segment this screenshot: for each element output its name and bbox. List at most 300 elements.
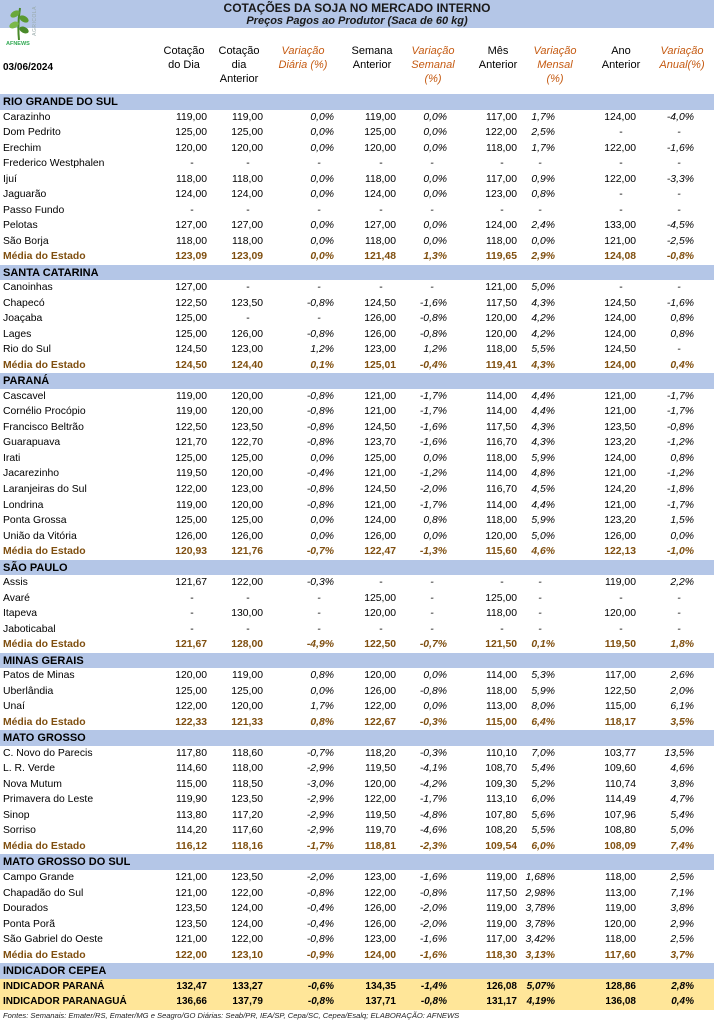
cell-col-1: 119,00 [175,111,207,123]
city-row [0,684,714,700]
cell-col-3: 0,0% [310,685,334,697]
cell-col-4: 120,00 [364,608,396,620]
city-row [0,311,714,327]
cell-col-4: 126,00 [364,313,396,325]
row-label: Pelotas [3,220,38,232]
cell-col-8: 118,00 [604,934,636,946]
cell-col-4: 122,67 [364,716,396,728]
column-header-line: Variação [411,45,455,57]
city-row [0,420,714,436]
cell-col-9: -1,7% [666,406,694,418]
cell-col-3: -4,9% [306,639,334,651]
state-name: PARANÁ [3,375,50,388]
cell-col-7: 2,98% [525,887,555,899]
cell-col-6: 115,00 [485,716,517,728]
cell-col-3: -0,7% [306,747,334,759]
cell-col-6: 118,30 [485,949,517,961]
cell-col-2: 122,00 [231,934,263,946]
cell-col-9: -1,8% [666,484,694,495]
cell-col-2: 121,76 [231,546,263,558]
cell-col-7: 4,3% [531,297,555,309]
state-section-row [0,854,714,870]
cell-col-4: 120,00 [364,142,396,154]
cell-col-5: 0,0% [423,452,447,464]
cell-col-6: 117,50 [485,297,517,309]
cell-col-5: -0,8% [419,313,447,325]
cell-col-5: -2,0% [419,903,447,915]
cell-col-9: 2,0% [670,685,694,697]
row-label: Média do Estado [3,639,86,651]
city-row [0,901,714,917]
cell-col-9: -4,5% [666,220,694,232]
cell-col-9: 0,8% [670,313,694,325]
row-label: Média do Estado [3,716,86,728]
cell-col-2: 122,70 [231,437,263,449]
column-header-line: Variação [533,45,577,57]
cell-col-5: 0,8% [423,515,447,527]
cell-col-7: 6,0% [531,840,555,852]
row-label: Sinop [3,809,30,821]
column-header-line: Diária (%) [278,59,328,71]
column-header-1 [155,44,213,72]
logo-name: AFNEWS [6,41,30,47]
cell-col-6: 119,00 [485,872,517,883]
cell-col-6: 118,00 [485,344,517,356]
cell-col-5: -1,6% [419,949,447,961]
cell-col-3: 0,0% [310,142,334,154]
city-row [0,792,714,808]
cell-col-3: -0,8% [306,934,334,946]
cell-col-2: 118,00 [231,173,263,185]
cell-col-6: 113,10 [485,794,517,806]
cell-col-7: - [538,608,542,620]
cell-col-3: -0,4% [306,903,334,915]
cell-col-1: 122,33 [175,716,207,728]
row-label: Ponta Porã [3,918,55,930]
row-label: Média do Estado [3,840,86,852]
column-header-8 [592,44,650,72]
row-label: Média do Estado [3,359,86,371]
cell-col-4: 124,50 [364,297,396,309]
cell-col-7: 2,9% [531,251,555,263]
cell-col-5: -0,8% [419,887,447,899]
row-label: Assis [3,577,28,589]
cell-col-9: -0,8% [666,251,694,263]
cell-col-3: -0,6% [307,980,334,992]
cell-col-9: - [677,204,681,216]
city-row [0,622,714,638]
cell-col-2: 120,00 [231,406,263,418]
cell-col-3: - [317,623,321,635]
cell-col-5: 0,0% [423,220,447,232]
column-header-line: (%) [424,73,442,85]
cell-col-7: 1,7% [531,111,555,123]
row-label: Irati [3,452,21,464]
column-header-2 [210,44,268,86]
cell-col-3: -0,8% [306,297,334,309]
cell-col-5: -1,6% [419,437,447,449]
cell-col-1: 123,09 [175,251,207,263]
cell-col-4: 119,50 [364,763,396,775]
cell-col-4: 122,50 [364,639,396,651]
cell-col-8: 119,50 [604,639,636,651]
cell-col-5: 0,0% [423,701,447,713]
cell-col-3: -2,0% [306,872,334,883]
city-row [0,606,714,622]
cell-col-2: 118,16 [231,840,263,852]
cell-col-1: - [190,608,194,620]
cell-col-1: 120,93 [175,546,207,558]
state-average-row [0,637,714,653]
cell-col-6: 126,08 [486,980,517,992]
cell-col-8: - [619,204,623,216]
state-section-row [0,265,714,281]
cell-col-8: 113,00 [604,887,636,899]
cell-col-2: 122,00 [231,887,263,899]
cell-col-7: 2,5% [531,127,555,139]
cell-col-2: 120,00 [231,142,263,154]
cell-col-6: 117,00 [485,173,517,185]
cell-col-7: 5,9% [531,452,555,464]
cell-col-1: 119,00 [175,390,207,402]
cell-col-8: 122,13 [604,546,636,558]
cell-col-9: 5,0% [670,825,694,837]
row-label: Cascavel [3,390,46,402]
cell-col-3: -0,8% [306,328,334,340]
cell-col-3: - [317,608,321,620]
cell-col-2: 126,00 [231,328,263,340]
cell-col-7: 6,0% [531,794,555,806]
cell-col-4: 126,00 [364,685,396,697]
cell-col-2: 122,00 [231,577,263,589]
cell-col-1: 117,80 [175,747,207,759]
cell-col-1: - [190,623,194,635]
cell-col-8: 122,00 [604,142,636,154]
row-label: Canoinhas [3,282,53,294]
cell-col-1: 113,80 [175,809,207,821]
row-label: Cornélio Procópio [3,406,86,418]
city-row [0,513,714,529]
cell-col-9: 7,1% [670,887,694,899]
cell-col-9: - [677,127,681,139]
cell-col-2: 133,27 [232,980,263,992]
cell-col-7: 5,5% [531,344,555,356]
cell-col-5: - [430,282,434,294]
city-row [0,529,714,545]
cell-col-5: -1,7% [419,406,447,418]
cell-col-8: - [619,127,623,139]
column-header-line: Ano [611,45,631,57]
cell-col-1: 121,00 [175,934,207,946]
cell-col-5: -1,6% [419,297,447,309]
city-row [0,156,714,172]
quote-date: 03/06/2024 [3,62,54,73]
city-row [0,823,714,839]
cell-col-1: 121,00 [175,872,207,883]
cell-col-8: 115,00 [604,701,636,713]
cell-col-1: 125,00 [175,127,207,139]
cell-col-1: 125,00 [175,452,207,464]
cell-col-2: 125,00 [231,127,263,139]
cell-col-7: 4,5% [531,484,555,495]
cell-col-2: 120,00 [231,390,263,402]
row-label: Erechim [3,142,42,154]
row-label: Média do Estado [3,949,86,961]
cell-col-7: - [538,204,542,216]
cell-col-2: 128,00 [231,639,263,651]
state-name: MATO GROSSO DO SUL [3,856,131,869]
city-row [0,451,714,467]
cell-col-8: 136,08 [605,996,636,1008]
cell-col-6: 113,00 [485,701,517,713]
cell-col-6: 115,60 [485,546,517,558]
cell-col-1: 118,00 [175,235,207,247]
cell-col-7: 3,78% [525,903,555,915]
cell-col-3: -0,8% [307,996,334,1008]
cell-col-2: 125,00 [231,685,263,697]
cell-col-2: 123,50 [231,421,263,433]
cell-col-5: 0,0% [423,189,447,201]
cell-col-4: - [379,577,383,589]
cell-col-2: - [246,623,250,635]
cell-col-7: 5,0% [531,282,555,294]
cell-col-7: 7,0% [531,747,555,759]
cell-col-7: 3,78% [525,918,555,930]
cell-col-8: 108,80 [604,825,636,837]
cell-col-9: -1,6% [666,142,694,154]
cell-col-4: 126,00 [364,903,396,915]
cell-col-1: 119,50 [175,468,207,480]
cell-col-5: -0,8% [419,328,447,340]
city-row [0,125,714,141]
cell-col-9: 2,8% [671,980,694,992]
cell-col-1: 125,00 [175,685,207,697]
cell-col-8: 123,50 [604,421,636,433]
cell-col-4: 123,70 [364,437,396,449]
cell-col-9: 3,7% [670,949,694,961]
cell-col-1: 119,00 [175,499,207,511]
cell-col-9: -2,5% [666,235,694,247]
cell-col-5: - [430,608,434,620]
cell-col-8: 109,60 [604,763,636,775]
row-label: Frederico Westphalen [3,158,105,170]
cell-col-5: -2,0% [419,484,447,495]
cell-col-9: 2,6% [670,670,694,682]
cell-col-5: -2,3% [419,840,447,852]
cell-col-5: - [430,623,434,635]
cell-col-8: 123,20 [604,437,636,449]
cell-col-7: 4,4% [531,406,555,418]
cell-col-8: 110,74 [604,778,636,790]
column-header-line: Anterior [601,59,641,71]
city-row [0,761,714,777]
cell-col-1: 125,00 [175,313,207,325]
row-label: Nova Mutum [3,778,62,790]
cell-col-9: - [677,608,681,620]
cell-col-7: 4,2% [531,313,555,325]
cell-col-6: 118,00 [485,515,517,527]
cell-col-3: 0,0% [310,530,334,542]
cell-col-2: 123,50 [231,872,263,883]
row-label: União da Vitória [3,530,77,542]
row-label: Passo Fundo [3,204,65,216]
row-label: Dourados [3,903,49,915]
cell-col-4: 124,00 [364,515,396,527]
cell-col-8: 114,49 [604,794,636,806]
cell-col-6: 119,00 [485,903,517,915]
cell-col-4: 120,00 [364,670,396,682]
state-section-row [0,560,714,576]
column-header-line: Anual(%) [659,59,705,71]
city-row [0,777,714,793]
city-row [0,141,714,157]
row-label: Carazinho [3,111,51,123]
cell-col-4: 119,50 [364,809,396,821]
cell-col-6: 107,80 [485,809,517,821]
row-label: Joaçaba [3,313,43,325]
cell-col-8: 124,50 [604,297,636,309]
cell-col-1: 136,66 [176,996,207,1008]
cell-col-2: 124,00 [231,918,263,930]
cell-col-9: - [677,282,681,294]
row-label: Dom Pedrito [3,127,61,139]
cell-col-5: -4,8% [419,809,447,821]
cell-col-6: 114,00 [485,468,517,480]
cell-col-3: -0,4% [306,918,334,930]
cell-col-5: -1,4% [420,980,447,992]
cell-col-3: -0,8% [306,887,334,899]
state-section-row [0,373,714,389]
cell-col-3: 0,0% [310,111,334,123]
city-row [0,218,714,234]
city-row [0,482,714,498]
cell-col-4: - [379,623,383,635]
cell-col-6: 119,65 [485,251,517,263]
city-row [0,591,714,607]
cell-col-1: 115,00 [175,778,207,790]
cell-col-5: 0,0% [423,530,447,542]
cell-col-9: 3,8% [670,778,694,790]
cell-col-9: 1,8% [670,639,694,651]
city-row [0,917,714,933]
cell-col-6: 118,00 [485,608,517,620]
cell-col-7: 5,9% [531,515,555,527]
cell-col-8: 118,00 [604,872,636,883]
cell-col-6: 109,54 [485,840,517,852]
cell-col-4: 121,00 [364,499,396,511]
cell-col-1: 121,00 [175,887,207,899]
column-header-line: Variação [281,45,325,57]
cell-col-3: -0,8% [306,390,334,402]
column-header-line: Mês [487,45,509,57]
cell-col-1: 122,00 [175,949,207,961]
cell-col-5: 0,0% [423,111,447,123]
cell-col-9: -0,8% [666,421,694,433]
row-label: Campo Grande [3,872,75,883]
column-header-line: Semana [351,45,393,57]
cell-col-9: -1,6% [666,297,694,309]
cell-col-9: 3,5% [670,716,694,728]
cell-col-4: 126,00 [364,530,396,542]
cell-col-3: -2,9% [306,809,334,821]
cell-col-2: 118,00 [231,763,263,775]
cell-col-2: 137,79 [232,996,263,1008]
cell-col-2: 124,00 [231,903,263,915]
row-label: Ponta Grossa [3,515,67,527]
cell-col-9: - [677,158,681,170]
cell-col-6: 118,00 [485,142,517,154]
cell-col-1: 124,00 [175,189,207,201]
cell-col-7: - [538,623,542,635]
cell-col-7: 5,2% [531,778,555,790]
cell-col-8: 124,00 [604,313,636,325]
cell-col-2: 121,33 [231,716,263,728]
cell-col-8: - [619,623,623,635]
city-row [0,870,714,886]
cell-col-4: 118,81 [364,840,396,852]
row-label: Laranjeiras do Sul [3,484,87,495]
cell-col-6: - [500,204,504,216]
row-label: Chapecó [3,297,45,309]
cell-col-8: - [619,592,623,604]
cell-col-9: 0,0% [670,530,694,542]
row-label: Média do Estado [3,251,86,263]
city-row [0,668,714,684]
city-row [0,932,714,948]
cell-col-4: 134,35 [365,980,396,992]
cell-col-2: 117,20 [231,809,263,821]
cell-col-7: 4,4% [531,499,555,511]
cell-col-8: - [619,282,623,294]
row-label: Ijuí [3,173,17,185]
cell-col-1: 123,50 [175,903,207,915]
cell-col-8: 107,96 [604,809,636,821]
cell-col-5: -0,3% [419,747,447,759]
cell-col-9: 5,4% [670,809,694,821]
cell-col-6: 118,00 [485,685,517,697]
cell-col-2: 124,00 [231,189,263,201]
cell-col-2: 120,00 [231,468,263,480]
cell-col-2: - [246,204,250,216]
cell-col-2: 119,00 [231,670,263,682]
cell-col-5: -0,4% [419,359,447,371]
logo-vertical-text: AGRICOLA [32,6,38,36]
row-label: C. Novo do Parecis [3,747,93,759]
row-label: Patos de Minas [3,670,75,682]
cell-col-4: 125,00 [364,592,396,604]
cell-col-8: 120,00 [604,918,636,930]
cell-col-1: 114,60 [175,763,207,775]
cell-col-3: -1,7% [306,840,334,852]
cell-col-4: 122,47 [364,546,396,558]
city-row [0,389,714,405]
cell-col-6: 125,00 [485,592,517,604]
cell-col-3: 0,8% [310,670,334,682]
row-label: Rio do Sul [3,344,51,356]
cell-col-4: 118,20 [364,747,396,759]
cell-col-6: 109,30 [485,778,517,790]
cell-col-2: - [246,592,250,604]
cell-col-3: 0,0% [310,235,334,247]
cell-col-4: 137,71 [365,996,396,1008]
cell-col-6: 117,00 [485,934,517,946]
cell-col-2: 123,00 [231,484,263,495]
cell-col-2: 123,00 [231,344,263,356]
cell-col-9: -1,7% [666,499,694,511]
cell-col-8: 124,00 [604,359,636,371]
cell-col-5: -1,6% [419,934,447,946]
page-subtitle: Preços Pagos ao Produtor (Saca de 60 kg) [246,15,468,27]
